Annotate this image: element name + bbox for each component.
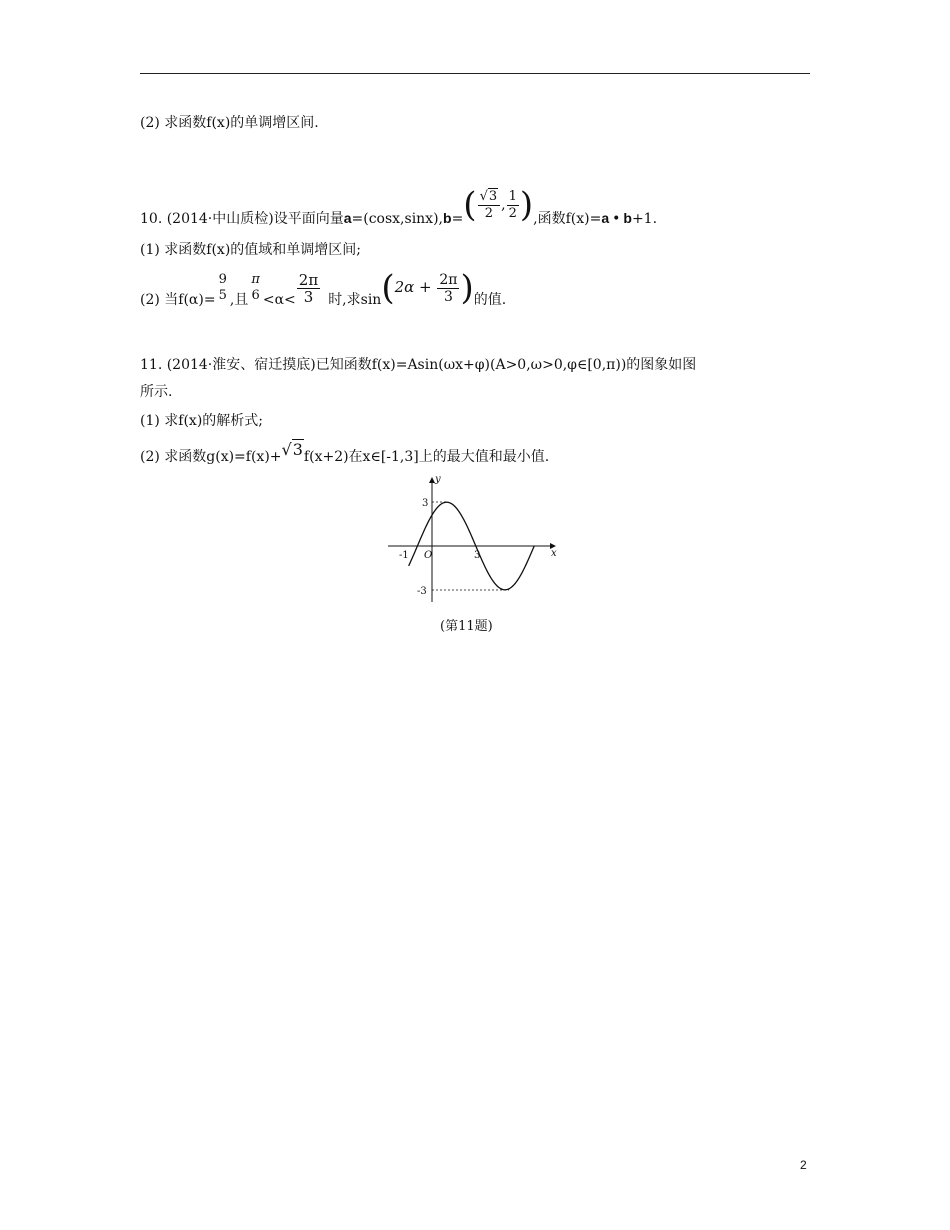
label-minus3-y: -3 <box>417 586 427 597</box>
q10-part1: (1) 求函数f(x)的值域和单调增区间; <box>140 242 361 258</box>
q10-func-lead: ,函数f(x)= <box>533 211 602 227</box>
func-vector-b: b <box>623 210 632 226</box>
fraction-2pi-over-3: $\frac{2\pi}{3}$ <box>298 270 319 306</box>
q10-ineq: <α< <box>262 292 296 308</box>
label-3-x: 3 <box>474 550 481 561</box>
sqrt3: √3 <box>281 440 303 459</box>
q10-part2-lead: (2) 当f(α)= <box>140 292 216 308</box>
q11-line2: 所示. <box>140 384 173 400</box>
q11-part2 <box>140 440 550 467</box>
q9-part2: (2) 求函数f(x)的单调增区间. <box>140 115 319 131</box>
q10-eq: = <box>451 211 464 227</box>
sin-argument: 2α + $\frac{2\pi}{3}$ <box>394 271 458 305</box>
left-paren: ( <box>463 185 477 225</box>
vector-b-components <box>477 183 520 227</box>
fraction-2pi-over-3-inner: $\frac{2\pi}{3}$ <box>439 271 458 305</box>
fraction-9-over-5: 9 5 <box>218 272 227 303</box>
right-paren: ) <box>519 185 534 225</box>
q10-part2 <box>140 268 507 322</box>
fraction-pi-over-6: π 6 <box>251 272 260 303</box>
figure-caption: (第11题) <box>440 619 493 634</box>
label-x: x <box>551 548 557 559</box>
q10-tail: 的值. <box>473 292 507 308</box>
q11-part2-lead: (2) 求函数g(x)=f(x)+ <box>140 449 282 465</box>
vector-a: a <box>343 210 352 226</box>
q11-part1: (1) 求f(x)的解析式; <box>140 413 263 429</box>
comma: , <box>501 197 506 213</box>
vector-b: b <box>443 210 452 226</box>
q10-a-expr: =(cosx,sinx), <box>351 211 443 227</box>
q10-func-tail: +1. <box>631 211 658 227</box>
page-number: 2 <box>800 1158 807 1172</box>
dot-operator: • <box>612 211 621 227</box>
sine-graph-figure <box>385 472 565 607</box>
q11-line1: 11. (2014·淮安、宿迁摸底)已知函数f(x)=Asin(ωx+φ)(A>0,ω>0,φ∈[0,π))的图象如图 <box>140 357 697 373</box>
label-3-y: 3 <box>422 498 429 509</box>
q10-lead: 10. (2014·中山质检)设平面向量 <box>140 211 344 227</box>
q10-and: ,且 <box>229 292 249 308</box>
label-origin: O <box>424 550 433 561</box>
sin-left-paren: ( <box>381 268 395 308</box>
fraction-1-over-2: $\frac{1}{2}$ <box>508 188 517 221</box>
label-minus1: -1 <box>399 550 409 561</box>
q11-part2-tail: f(x+2)在x∈[-1,3]上的最大值和最小值. <box>303 449 550 465</box>
q10-stem <box>140 185 658 241</box>
sin-right-paren: ) <box>460 268 474 308</box>
fraction-sqrt3-over-2: $\frac{√3}{2}$ <box>478 189 501 222</box>
header-rule <box>140 73 810 74</box>
label-y: y <box>435 474 441 485</box>
q10-find: 时,求sin <box>328 292 382 308</box>
func-vector-a: a <box>601 210 610 226</box>
